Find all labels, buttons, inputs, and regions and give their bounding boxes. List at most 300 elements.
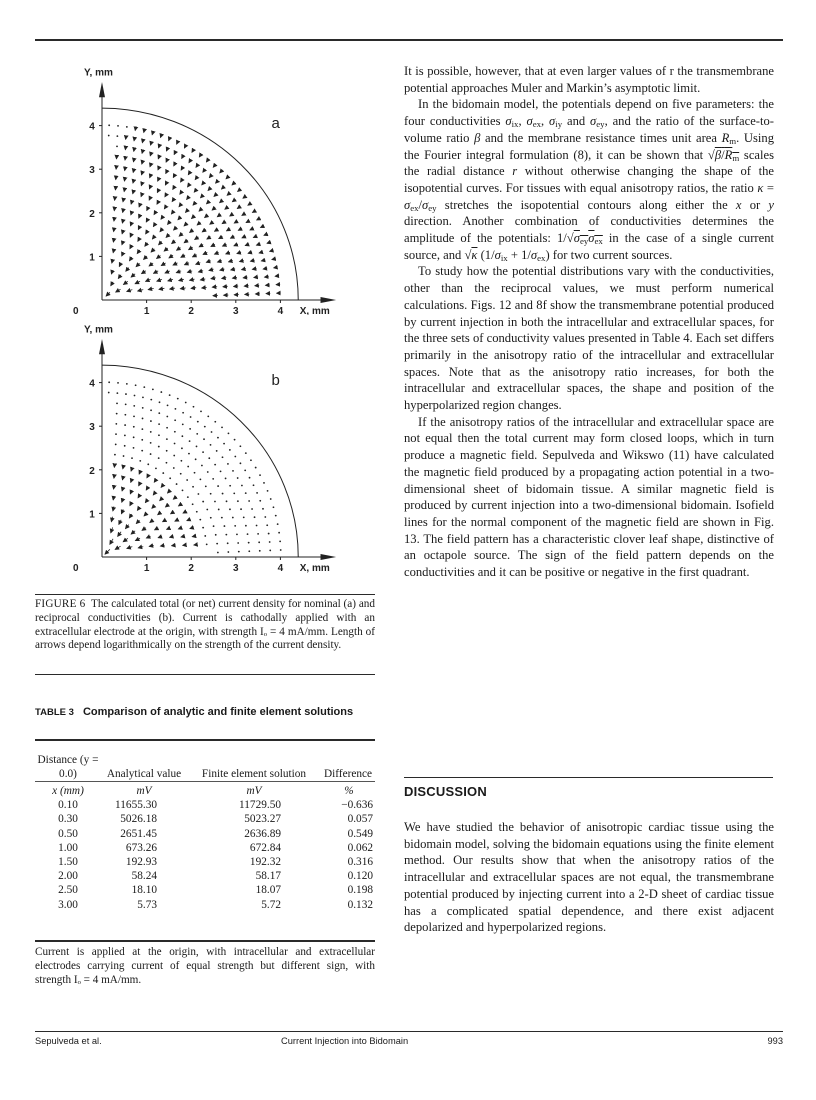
vector-arrow — [166, 450, 168, 452]
vector-arrow — [166, 148, 167, 151]
vector-arrow — [151, 249, 154, 252]
vector-arrow — [174, 431, 176, 433]
vector-arrow — [157, 256, 161, 259]
vector-arrow — [144, 256, 147, 259]
vector-arrow — [189, 247, 193, 249]
vector-arrow — [226, 229, 230, 231]
vector-arrow — [275, 276, 279, 277]
cell-finite-element: 58.17 — [255, 870, 281, 883]
cell-difference: 0.198 — [347, 884, 373, 897]
vector-arrow — [259, 550, 261, 552]
vector-arrow — [227, 542, 229, 544]
table-row — [35, 883, 375, 897]
vector-arrow — [115, 444, 117, 446]
vector-arrow — [158, 156, 159, 159]
vector-arrow — [168, 221, 171, 224]
vector-arrow — [173, 455, 175, 457]
vector-arrow — [243, 277, 247, 278]
unit-analytical: mV — [136, 785, 152, 797]
vector-arrow — [262, 508, 264, 510]
vector-arrow — [130, 245, 132, 249]
vector-arrow — [223, 443, 225, 445]
vector-arrow — [106, 292, 110, 296]
vector-arrow — [187, 197, 189, 200]
cell-finite-element: 192.32 — [249, 856, 281, 869]
vector-arrow — [110, 539, 113, 544]
vector-arrow — [143, 386, 145, 388]
vector-arrow — [131, 457, 133, 459]
vector-arrow — [267, 242, 271, 243]
vector-arrow — [159, 401, 161, 403]
vector-arrow — [125, 525, 128, 529]
y-axis-label: Y, mm — [84, 67, 113, 79]
vector-arrow — [149, 545, 154, 546]
vector-arrow — [248, 500, 250, 502]
vector-arrow — [243, 516, 245, 518]
vector-arrow — [146, 279, 151, 281]
vector-arrow — [214, 194, 217, 197]
cell-analytical: 18.10 — [131, 884, 157, 897]
cell-finite-element: 11729.50 — [239, 799, 281, 812]
page-number: 993 — [767, 1036, 783, 1046]
x-axis-arrow-icon — [321, 297, 337, 303]
vector-arrow — [210, 444, 212, 446]
vector-arrow — [114, 454, 116, 456]
vector-arrow — [220, 200, 223, 202]
cell-finite-element: 5.72 — [261, 898, 281, 911]
vector-arrow — [178, 528, 181, 529]
vector-arrow — [166, 416, 168, 418]
table-3 — [35, 744, 375, 912]
vector-arrow — [214, 252, 218, 254]
vector-arrow — [125, 393, 127, 395]
vector-arrow — [133, 405, 135, 407]
vector-arrow — [237, 252, 241, 253]
vector-arrow — [108, 124, 110, 126]
panel-label: b — [271, 371, 280, 389]
vector-arrow — [239, 260, 243, 261]
vector-arrow — [176, 271, 181, 273]
vector-arrow — [179, 233, 182, 236]
vector-arrow — [138, 226, 140, 229]
vector-arrow — [211, 278, 216, 279]
vector-arrow — [116, 392, 118, 394]
domain-boundary-arc — [102, 365, 298, 557]
vector-arrow — [124, 435, 126, 437]
vector-arrow — [165, 271, 170, 273]
vector-arrow — [222, 456, 224, 458]
footer-running-title: Current Injection into Bidomain — [281, 1036, 409, 1046]
vector-arrow — [111, 517, 112, 522]
unit-difference: % — [344, 785, 354, 797]
vector-arrow — [116, 145, 118, 147]
vector-arrow — [133, 436, 135, 438]
vector-arrows — [106, 124, 281, 296]
vector-arrow — [135, 384, 137, 386]
vector-arrow — [207, 237, 211, 239]
vector-arrow — [178, 217, 181, 220]
vector-arrow — [196, 511, 198, 513]
vector-arrow — [257, 533, 259, 535]
vector-arrow — [117, 382, 119, 384]
cell-analytical: 2651.45 — [120, 827, 157, 840]
vector-arrow — [232, 470, 234, 472]
vector-arrow — [138, 547, 143, 548]
y-axis-arrow-icon — [99, 82, 105, 97]
vector-arrow — [211, 244, 215, 246]
vector-arrow — [148, 288, 154, 289]
cell-difference: 0.062 — [347, 841, 373, 854]
paragraph-1: It is possible, however, that at even larger values of r the transmembrane potential approaches Muler and Markin’s asymptotic limit. — [404, 64, 774, 95]
table-title — [35, 705, 355, 720]
unit-distance: x (mm) — [52, 785, 84, 797]
vector-arrow — [122, 241, 123, 244]
table-row — [35, 869, 375, 883]
vector-arrow — [278, 532, 280, 534]
vector-arrow — [137, 507, 139, 510]
panel-label: a — [271, 114, 280, 132]
vector-arrow — [159, 242, 162, 245]
vector-arrow — [263, 268, 267, 269]
figure-6b — [30, 318, 375, 583]
vector-arrow — [216, 543, 218, 545]
cell-analytical: 58.24 — [131, 870, 157, 883]
y-tick-label: 3 — [89, 165, 95, 177]
vector-arrow — [214, 464, 216, 466]
vector-arrow — [176, 483, 178, 485]
vector-arrow — [160, 545, 164, 546]
vector-arrow — [201, 465, 203, 467]
vector-arrow — [155, 467, 157, 469]
vector-arrow — [188, 172, 190, 175]
vector-arrow — [244, 470, 246, 472]
vector-arrow — [217, 552, 219, 554]
vector-arrow — [214, 229, 218, 231]
vector-arrow — [117, 125, 119, 127]
cell-distance: 0.30 — [58, 813, 78, 826]
vector-arrow — [252, 211, 255, 213]
vector-arrow — [208, 188, 210, 191]
vector-arrow — [152, 132, 153, 134]
vector-arrow — [133, 426, 135, 428]
vector-arrow — [248, 542, 250, 544]
vector-arrow — [232, 199, 235, 201]
footer-authors: Sepulveda et al. — [35, 1036, 102, 1046]
units-row — [35, 781, 375, 798]
vector-arrow — [228, 432, 230, 434]
vector-arrow — [205, 215, 208, 218]
vector-arrow — [146, 231, 148, 234]
vector-arrow — [116, 413, 118, 415]
cell-distance: 1.00 — [58, 841, 78, 854]
y-tick-label: 1 — [89, 252, 95, 264]
vector-arrow — [263, 482, 265, 484]
vector-arrow — [192, 216, 195, 219]
table-row — [35, 812, 375, 826]
vector-arrow — [234, 221, 237, 223]
x-axis-label: X, mm — [299, 563, 330, 574]
cell-difference: 0.549 — [347, 827, 373, 840]
vector-arrow — [122, 252, 124, 256]
table-row — [35, 855, 375, 869]
col-header-analytical: Analytical value — [106, 767, 182, 780]
vector-arrow — [115, 423, 117, 425]
vector-arrow — [186, 479, 188, 481]
vector-arrow — [129, 514, 132, 518]
vector-arrow — [253, 236, 257, 238]
vector-arrow — [172, 545, 175, 546]
vector-arrow — [214, 501, 216, 503]
vector-arrow — [182, 156, 183, 159]
cell-distance: 1.50 — [58, 856, 78, 869]
vector-arrow — [122, 477, 123, 480]
footer-rule — [35, 1031, 783, 1032]
vector-arrow — [152, 388, 154, 390]
section-rule — [404, 777, 773, 778]
vector-arrow — [189, 440, 191, 442]
x-tick-label: 1 — [143, 563, 150, 574]
vector-arrow — [213, 165, 215, 168]
vector-arrow — [164, 206, 166, 209]
vector-arrow — [174, 163, 175, 166]
cell-distance: 3.00 — [58, 898, 78, 911]
vector-arrow — [141, 194, 142, 197]
vector-arrow — [189, 160, 191, 163]
vector-arrow — [202, 182, 204, 185]
vector-arrow — [133, 170, 134, 173]
vector-arrow — [150, 153, 151, 156]
vector-arrow — [279, 540, 281, 542]
vector-arrow — [108, 392, 110, 394]
cell-difference: 0.120 — [347, 870, 373, 883]
vector-arrow — [166, 462, 168, 464]
vector-arrow — [261, 260, 265, 261]
vector-arrow — [139, 204, 140, 207]
vector-arrow — [241, 485, 243, 487]
x-tick-label: 4 — [277, 306, 284, 315]
cell-difference: 0.316 — [347, 856, 373, 869]
table-row — [35, 841, 375, 855]
vector-arrow — [123, 538, 128, 541]
vector-arrow — [250, 260, 254, 261]
vector-arrow — [242, 236, 246, 238]
vector-arrow — [236, 534, 238, 536]
vector-arrow — [181, 536, 184, 537]
vector-arrow — [182, 412, 184, 414]
vector-arrow — [159, 145, 160, 148]
vector-arrow — [149, 197, 150, 200]
vector-arrow — [198, 271, 203, 272]
vector-arrow — [184, 240, 188, 243]
vector-arrow — [160, 499, 162, 501]
vector-arrow — [180, 191, 182, 194]
vector-arrow — [161, 263, 165, 266]
vector-arrow — [173, 186, 175, 189]
vector-arrow — [202, 451, 204, 453]
vector-arrow — [229, 508, 231, 510]
vector-arrow — [141, 439, 143, 441]
vector-arrow — [166, 234, 169, 237]
vector-arrow — [234, 525, 236, 527]
cell-analytical: 11655.30 — [115, 799, 157, 812]
table-footnote: Current is applied at the origin, with intracellular and extracellular electrodes carrying current of equal strength but different sign, with strength Iₒ = 4 mA/mm. — [35, 946, 375, 986]
vector-arrow — [118, 532, 121, 537]
vector-arrow — [227, 193, 230, 195]
vector-arrow — [108, 381, 110, 383]
vector-arrow — [259, 252, 263, 253]
vector-arrow — [192, 536, 194, 537]
vector-arrow — [212, 478, 214, 480]
y-tick-label: 1 — [89, 509, 95, 521]
vector-arrow — [190, 279, 195, 280]
vector-arrow — [207, 415, 209, 417]
vector-arrow — [194, 472, 196, 474]
vector-arrow — [133, 415, 135, 417]
vector-arrow — [180, 288, 185, 289]
vector-arrow — [208, 457, 210, 459]
vector-arrow — [139, 460, 141, 462]
vector-arrow — [181, 167, 183, 170]
vector-arrow — [118, 275, 121, 279]
vector-arrow — [150, 442, 152, 444]
cell-analytical: 673.26 — [125, 841, 157, 854]
x-tick-label: 2 — [188, 306, 194, 315]
figure-caption-text: The calculated total (or net) current density for nominal (a) and reciprocal conductivities (b). Current is cathodally applied with an extracellular electrode at the origin, with strength Iₒ = 4 mA/mm. Length of arrows depend logarithmically on the strength of the current density. — [35, 598, 375, 652]
vector-arrow — [133, 447, 135, 449]
vector-arrow — [149, 263, 153, 266]
vector-arrow — [122, 498, 123, 502]
vector-arrow — [127, 547, 132, 549]
vector-arrow — [191, 288, 196, 289]
vector-arrow — [267, 490, 269, 492]
vector-arrow — [227, 551, 229, 553]
vector-arrow — [264, 516, 266, 518]
vector-arrow — [280, 549, 282, 551]
vector-arrow — [202, 229, 206, 231]
vector-arrow — [133, 159, 134, 162]
vector-field-plot-b — [30, 318, 375, 583]
vector-arrow — [111, 270, 112, 274]
vector-arrow — [254, 516, 256, 518]
vector-arrow — [130, 234, 131, 237]
vector-arrow — [139, 483, 140, 486]
table-row — [35, 827, 375, 841]
vector-arrow — [190, 416, 192, 418]
vector-arrow — [212, 287, 217, 288]
figure-6a — [30, 60, 375, 315]
section-heading-discussion: DISCUSSION — [404, 784, 487, 799]
vector-arrow — [204, 426, 206, 428]
table-row — [35, 798, 375, 812]
vector-arrow — [225, 478, 227, 480]
vector-arrow — [131, 201, 132, 204]
vector-arrow — [157, 190, 159, 193]
vector-arrow — [222, 278, 227, 279]
vector-arrow — [258, 541, 260, 543]
vector-arrow — [234, 244, 238, 246]
vector-arrow — [200, 410, 202, 412]
vector-arrow — [131, 469, 132, 471]
cell-analytical: 5026.18 — [120, 813, 157, 826]
vector-arrow — [150, 164, 151, 167]
vector-arrow — [222, 493, 224, 495]
vector-arrow — [231, 269, 235, 270]
vector-arrow — [179, 204, 181, 207]
vector-arrow — [224, 525, 226, 527]
vector-arrow — [185, 402, 187, 404]
x-tick-label: 4 — [277, 563, 284, 574]
vector-arrow — [134, 149, 135, 151]
vector-arrow — [136, 263, 139, 266]
vector-arrow — [199, 208, 202, 211]
vector-arrow — [217, 261, 221, 262]
vector-arrow — [131, 480, 132, 483]
vector-arrow — [123, 199, 124, 202]
vector-arrow — [197, 222, 200, 225]
vector-arrow — [145, 500, 147, 503]
vector-arrow — [154, 211, 156, 214]
vector-arrow — [197, 421, 199, 423]
vector-arrow — [202, 501, 204, 503]
vector-arrow — [172, 199, 174, 202]
figure-label: FIGURE 6 — [35, 598, 86, 610]
vector-arrow — [217, 437, 219, 439]
vector-arrow — [122, 220, 123, 223]
vector-arrow — [203, 170, 205, 173]
vector-arrows — [105, 381, 282, 554]
vector-arrow — [124, 424, 126, 426]
header-rule — [35, 39, 783, 41]
vector-arrow — [226, 176, 228, 178]
vector-arrow — [183, 512, 185, 513]
vector-arrow — [144, 513, 147, 516]
vector-arrow — [222, 244, 226, 246]
vector-arrow — [194, 189, 196, 192]
vector-arrow — [123, 455, 125, 457]
caption-rule-top — [35, 594, 375, 595]
x-tick-label: 3 — [233, 563, 239, 574]
vector-arrow — [141, 428, 143, 430]
vector-arrow — [146, 488, 148, 490]
vector-arrow — [193, 202, 196, 205]
vector-arrow — [182, 423, 184, 425]
vector-arrow — [237, 206, 240, 208]
vector-arrow — [158, 457, 160, 459]
vector-arrow — [216, 181, 218, 184]
vector-arrow — [216, 450, 218, 452]
vector-arrow — [190, 528, 192, 529]
vector-arrow — [248, 203, 251, 205]
y-tick-label: 4 — [89, 378, 95, 390]
vector-arrow — [111, 282, 113, 286]
vector-arrow — [170, 536, 173, 537]
vector-arrow — [227, 463, 229, 465]
vector-arrow — [172, 241, 176, 244]
vector-arrow — [177, 142, 178, 145]
cell-finite-element: 2636.89 — [244, 827, 281, 840]
vector-arrow — [173, 498, 175, 500]
vector-arrow — [198, 493, 200, 495]
vector-arrow — [181, 179, 183, 182]
x-tick-label: 2 — [188, 563, 194, 574]
col-header-difference: Difference — [323, 767, 373, 780]
vector-arrow — [230, 236, 234, 238]
vector-arrow — [150, 175, 151, 178]
cell-finite-element: 18.07 — [255, 884, 281, 897]
vector-arrow — [213, 525, 215, 527]
vector-arrow — [245, 525, 247, 527]
vector-arrow — [237, 477, 239, 479]
